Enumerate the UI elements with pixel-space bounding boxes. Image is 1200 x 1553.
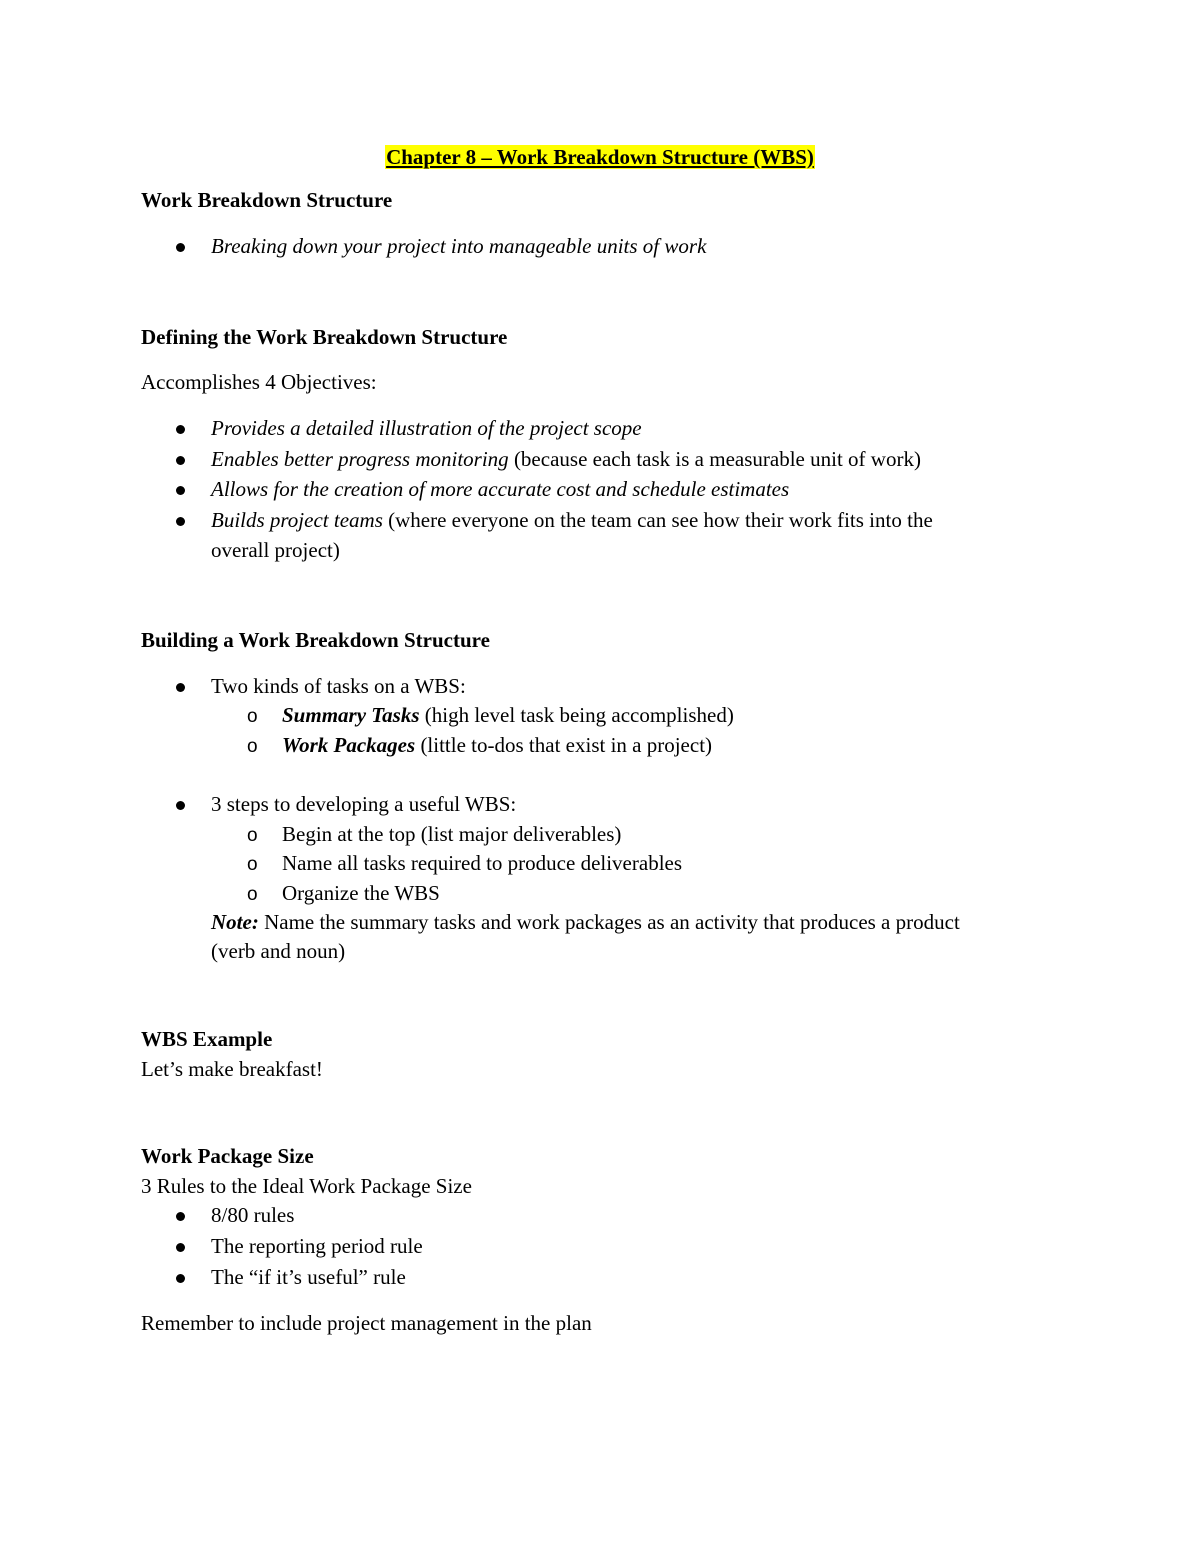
bullet-dot bbox=[176, 683, 185, 692]
objective-4 bbox=[211, 510, 933, 531]
step-3: Organize the WBS bbox=[282, 881, 440, 905]
note-label: Note: bbox=[211, 910, 259, 934]
heading-wbs-example: WBS Example bbox=[141, 1027, 273, 1051]
bullet-dot bbox=[176, 517, 185, 526]
rules-intro: 3 Rules to the Ideal Work Package Size bbox=[141, 1174, 472, 1198]
step-1: Begin at the top (list major deliverables) bbox=[282, 822, 622, 846]
sub-bullet: o bbox=[247, 854, 258, 875]
sub-bullet: o bbox=[247, 706, 258, 727]
rule-1: 8/80 rules bbox=[211, 1203, 295, 1227]
bullet-dot bbox=[176, 1212, 185, 1221]
work-packages-desc: (little to-dos that exist in a project) bbox=[415, 733, 713, 757]
example-text: Let’s make breakfast! bbox=[141, 1057, 323, 1081]
objective-1: Provides a detailed illustration of the project scope bbox=[211, 416, 642, 440]
objective-4-detail: (where everyone on the team can see how their work fits into the bbox=[382, 508, 933, 532]
title-row bbox=[0, 145, 1200, 170]
rule-3: The “if it’s useful” rule bbox=[211, 1265, 406, 1289]
steps-intro: 3 steps to developing a useful WBS: bbox=[211, 792, 517, 816]
objective-2-lead: Enables better progress monitoring bbox=[211, 447, 509, 471]
chapter-title: Chapter 8 – Work Breakdown Structure (WBS) bbox=[386, 145, 814, 169]
task-kinds: Two kinds of tasks on a WBS: bbox=[211, 674, 466, 698]
bullet-dot bbox=[176, 425, 185, 434]
summary-tasks-desc: (high level task being accomplished) bbox=[419, 703, 734, 727]
bullet-dot bbox=[176, 456, 185, 465]
note-continued: (verb and noun) bbox=[211, 939, 346, 963]
note bbox=[211, 912, 960, 933]
objectives-intro: Accomplishes 4 Objectives: bbox=[141, 370, 377, 394]
heading-defining-wbs: Defining the Work Breakdown Structure bbox=[141, 325, 508, 349]
sub-bullet: o bbox=[247, 736, 258, 757]
wbs-definition: Breaking down your project into manageable units of work bbox=[211, 234, 707, 258]
sub-bullet: o bbox=[247, 884, 258, 905]
summary-tasks-item bbox=[282, 705, 734, 726]
note-text: Name the summary tasks and work packages as an activity that produces a product bbox=[258, 910, 960, 934]
heading-building-wbs: Building a Work Breakdown Structure bbox=[141, 628, 490, 652]
bullet-dot bbox=[176, 1274, 185, 1283]
work-packages-item bbox=[282, 735, 712, 756]
objective-2-detail: (because each task is a measurable unit of work) bbox=[508, 447, 921, 471]
sub-bullet: o bbox=[247, 825, 258, 846]
work-packages-term: Work Packages bbox=[282, 733, 416, 757]
closing-note: Remember to include project management in the plan bbox=[141, 1311, 592, 1335]
heading-work-package-size: Work Package Size bbox=[141, 1144, 314, 1168]
objective-2 bbox=[211, 449, 921, 470]
bullet-dot bbox=[176, 1243, 185, 1252]
rule-2: The reporting period rule bbox=[211, 1234, 423, 1258]
bullet-dot bbox=[176, 801, 185, 810]
bullet-dot bbox=[176, 486, 185, 495]
step-2: Name all tasks required to produce deliverables bbox=[282, 851, 683, 875]
objective-4-continued: overall project) bbox=[211, 538, 340, 562]
heading-wbs: Work Breakdown Structure bbox=[141, 188, 393, 212]
objective-4-lead: Builds project teams bbox=[211, 508, 383, 532]
bullet-dot bbox=[176, 243, 185, 252]
summary-tasks-term: Summary Tasks bbox=[282, 703, 420, 727]
objective-3: Allows for the creation of more accurate cost and schedule estimates bbox=[211, 477, 790, 501]
